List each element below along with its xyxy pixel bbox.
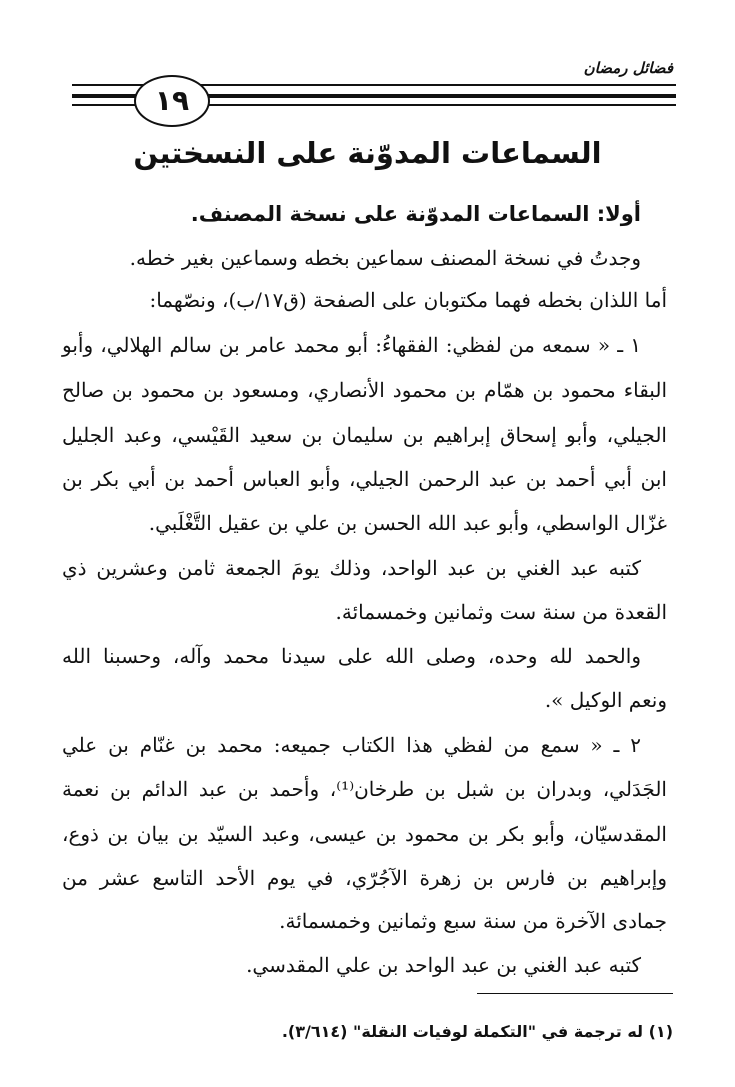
body-line-14: المقدسيّان، وأبو بكر بن محمود بن عيسى، وعبد السيّد بن بيان بن ذوع، (62, 822, 667, 846)
body-line-9: القعدة من سنة ست وثمانين وخمسمائة. (335, 600, 667, 624)
body-line-4: البقاء محمود بن همّام بن محمود الأنصاري، ومسعود بن محمود بن صالح (62, 378, 667, 402)
page-number-oval (134, 75, 210, 127)
body-line-13: الجَدَلي، وبدران بن شبل بن طرخان⁽¹⁾، وأحمد بن عبد الدائم بن نعمة (62, 777, 667, 801)
body-line-6: ابن أبي أحمد بن عبد الرحمن الجيلي، وأبو العباس أحمد بن أبي بكر بن (62, 467, 667, 491)
page-number: ١٩ (154, 84, 190, 117)
body-line-11: ونعم الوكيل ». (544, 688, 667, 712)
body-line-10: والحمد لله وحده، وصلى الله على سيدنا محمد وآله، وحسبنا الله (62, 644, 641, 668)
footnote-separator (477, 993, 673, 994)
subheading: أولا: السماعات المدوّنة على نسخة المصنف. (190, 202, 641, 226)
body-line-7: غزّال الواسطي، وأبو عبد الله الحسن بن علي بن عقيل التَّغْلَبي. (148, 511, 667, 535)
body-line-17: كتبه عبد الغني بن عبد الواحد بن علي المقدسي. (246, 953, 641, 977)
body-line-5: الجيلي، وأبو إسحاق إبراهيم بن سليمان بن سعيد القَيْسي، وعبد الجليل (62, 423, 667, 447)
body-line-3: ١ ـ « سمعه من لفظي: الفقهاءُ: أبو محمد عامر بن سالم الهلالي، وأبو (62, 333, 641, 357)
body-line-15: وإبراهيم بن فارس بن زهرة الآجُرّي، في يوم الأحد التاسع عشر من (62, 866, 667, 890)
running-header-title: فضائل رمضان (583, 59, 673, 77)
body-line-8: كتبه عبد الغني بن عبد الواحد، وذلك يومَ الجمعة ثامن وعشرين ذي (62, 556, 641, 580)
body-line-12: ٢ ـ « سمع من لفظي هذا الكتاب جميعه: محمد بن غنّام بن علي (62, 733, 641, 757)
section-title: السماعات المدوّنة على النسختين (133, 136, 602, 170)
footnote: (١) له ترجمة في "التكملة لوفيات النقلة" (٣/٦١٤). (281, 1022, 673, 1041)
body-line-16: جمادى الآخرة من سنة سبع وثمانين وخمسمائة. (279, 909, 667, 933)
body-line-1: وجدتُ في نسخة المصنف سماعين بخطه وسماعين بغير خطه. (129, 246, 641, 270)
body-line-2: أما اللذان بخطه فهما مكتوبان على الصفحة (ق١٧/ب)، ونصّهما: (149, 288, 667, 312)
